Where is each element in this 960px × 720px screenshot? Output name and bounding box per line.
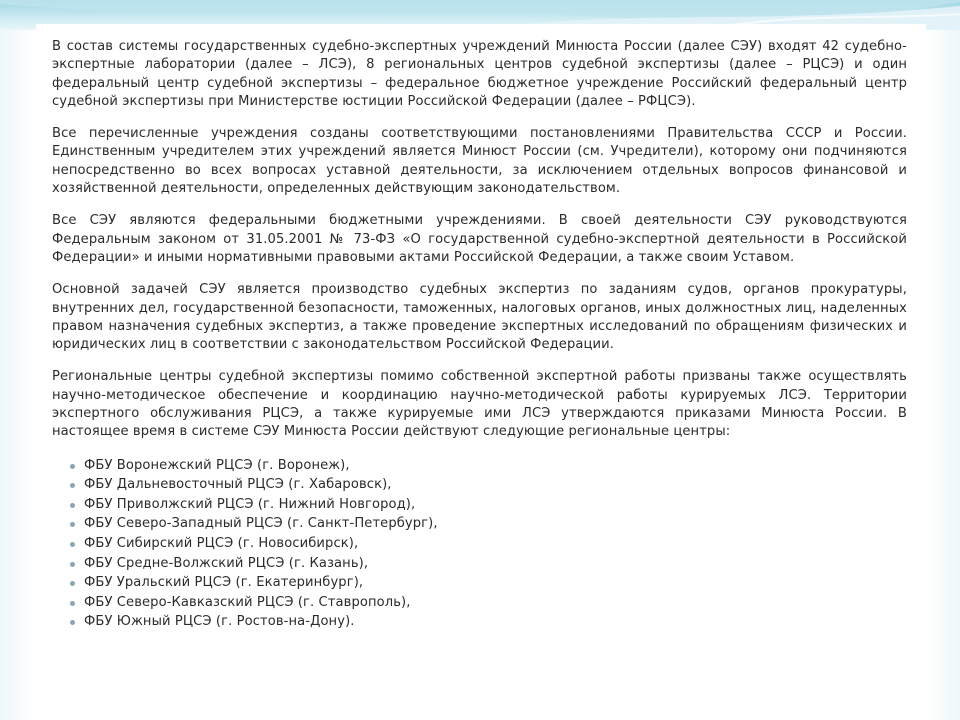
list-item-text: ФБУ Уральский РЦСЭ (г. Екатеринбург), (84, 575, 364, 591)
list-item-text: ФБУ Северо-Кавказский РЦСЭ (г. Ставрополь), (84, 594, 411, 610)
bullet-icon (70, 503, 75, 508)
regional-centers-list (52, 456, 907, 632)
list-item-text: ФБУ Дальневосточный РЦСЭ (г. Хабаровск), (84, 477, 392, 493)
bullet-icon (70, 581, 75, 586)
list-item-text: ФБУ Приволжский РЦСЭ (г. Нижний Новгород), (84, 496, 416, 512)
bullet-icon (70, 562, 75, 567)
list-item-text: ФБУ Воронежский РЦСЭ (г. Воронеж), (84, 457, 350, 473)
list-item (68, 593, 907, 613)
paragraph-legal-basis: Все СЭУ являются федеральными бюджетными учреждениями. В своей деятельности СЭУ руководствуются Федеральным законом от 31.05.2001 № 73-ФЗ «О государственной судебно-экспертной деятельности в Российской Федерации» и иными нормативными правовыми актами Российской Федерации, а также своим Уставом. (52, 213, 907, 265)
list-item (68, 456, 907, 476)
paragraph-regional-centers: Региональные центры судебной экспертизы помимо собственной экспертной работы призваны также осуществлять научно-методическое обеспечение и координацию научно-методической работы курируемых ЛСЭ. Территории экспертного обслуживания РЦСЭ, а также курируемые ими ЛСЭ утверждаются приказами Минюста России. В настоящее время в системе СЭУ Минюста России действуют следующие региональные центры: (52, 369, 907, 440)
paragraph-main-task: Основной задачей СЭУ является производство судебных экспертиз по заданиям судов, органов прокуратуры, внутренних дел, государственной безопасности, таможенных, налоговых органов, иных должностных лиц, наделенных правом назначения судебных экспертиз, а также проведение экспертных исследований по обращениям физических и юридических лиц в соответствии с законодательством Российской Федерации. (52, 282, 907, 353)
right-margin-shade (926, 30, 960, 720)
left-margin-shade (0, 30, 36, 720)
bullet-icon (70, 620, 75, 625)
list-item (68, 475, 907, 495)
list-item (68, 612, 907, 632)
list-item (68, 554, 907, 574)
list-item-text: ФБУ Сибирский РЦСЭ (г. Новосибирск), (84, 536, 359, 552)
paragraph-founding: Все перечисленные учреждения созданы соответствующими постановлениями Правительства СССР и России. Единственным учредителем этих учреждений является Минюст России (см. Учредители), которому они подчиняются непосредственно во всех вопросах уставной деятельности, за исключением отдельных вопросов финансовой и хозяйственной деятельности, определенных действующим законодательством. (52, 126, 907, 197)
list-item (68, 573, 907, 593)
paragraph-system-composition: В состав системы государственных судебно-экспертных учреждений Минюста России (далее СЭУ) входят 42 судебно-экспертные лаборатории (далее – ЛСЭ), 8 региональных центров судебной экспертизы (далее – РЦСЭ) и один федеральный центр судебной экспертизы – федеральное бюджетное учреждение Российский федеральный центр судебной экспертизы при Министерстве юстиции Российской Федерации (далее – РФЦСЭ). (52, 39, 907, 109)
bullet-icon (70, 601, 75, 606)
document-body (52, 38, 907, 632)
list-item-text: ФБУ Северо-Западный РЦСЭ (г. Санкт-Петербург), (84, 516, 438, 532)
list-item (68, 495, 907, 515)
bullet-icon (70, 522, 75, 527)
bullet-icon (70, 464, 75, 469)
bullet-icon (70, 483, 75, 488)
list-item (68, 514, 907, 534)
list-item (68, 534, 907, 554)
list-item-text: ФБУ Южный РЦСЭ (г. Ростов-на-Дону). (84, 614, 355, 630)
list-item-text: ФБУ Средне-Волжский РЦСЭ (г. Казань), (84, 555, 369, 571)
bullet-icon (70, 542, 75, 547)
